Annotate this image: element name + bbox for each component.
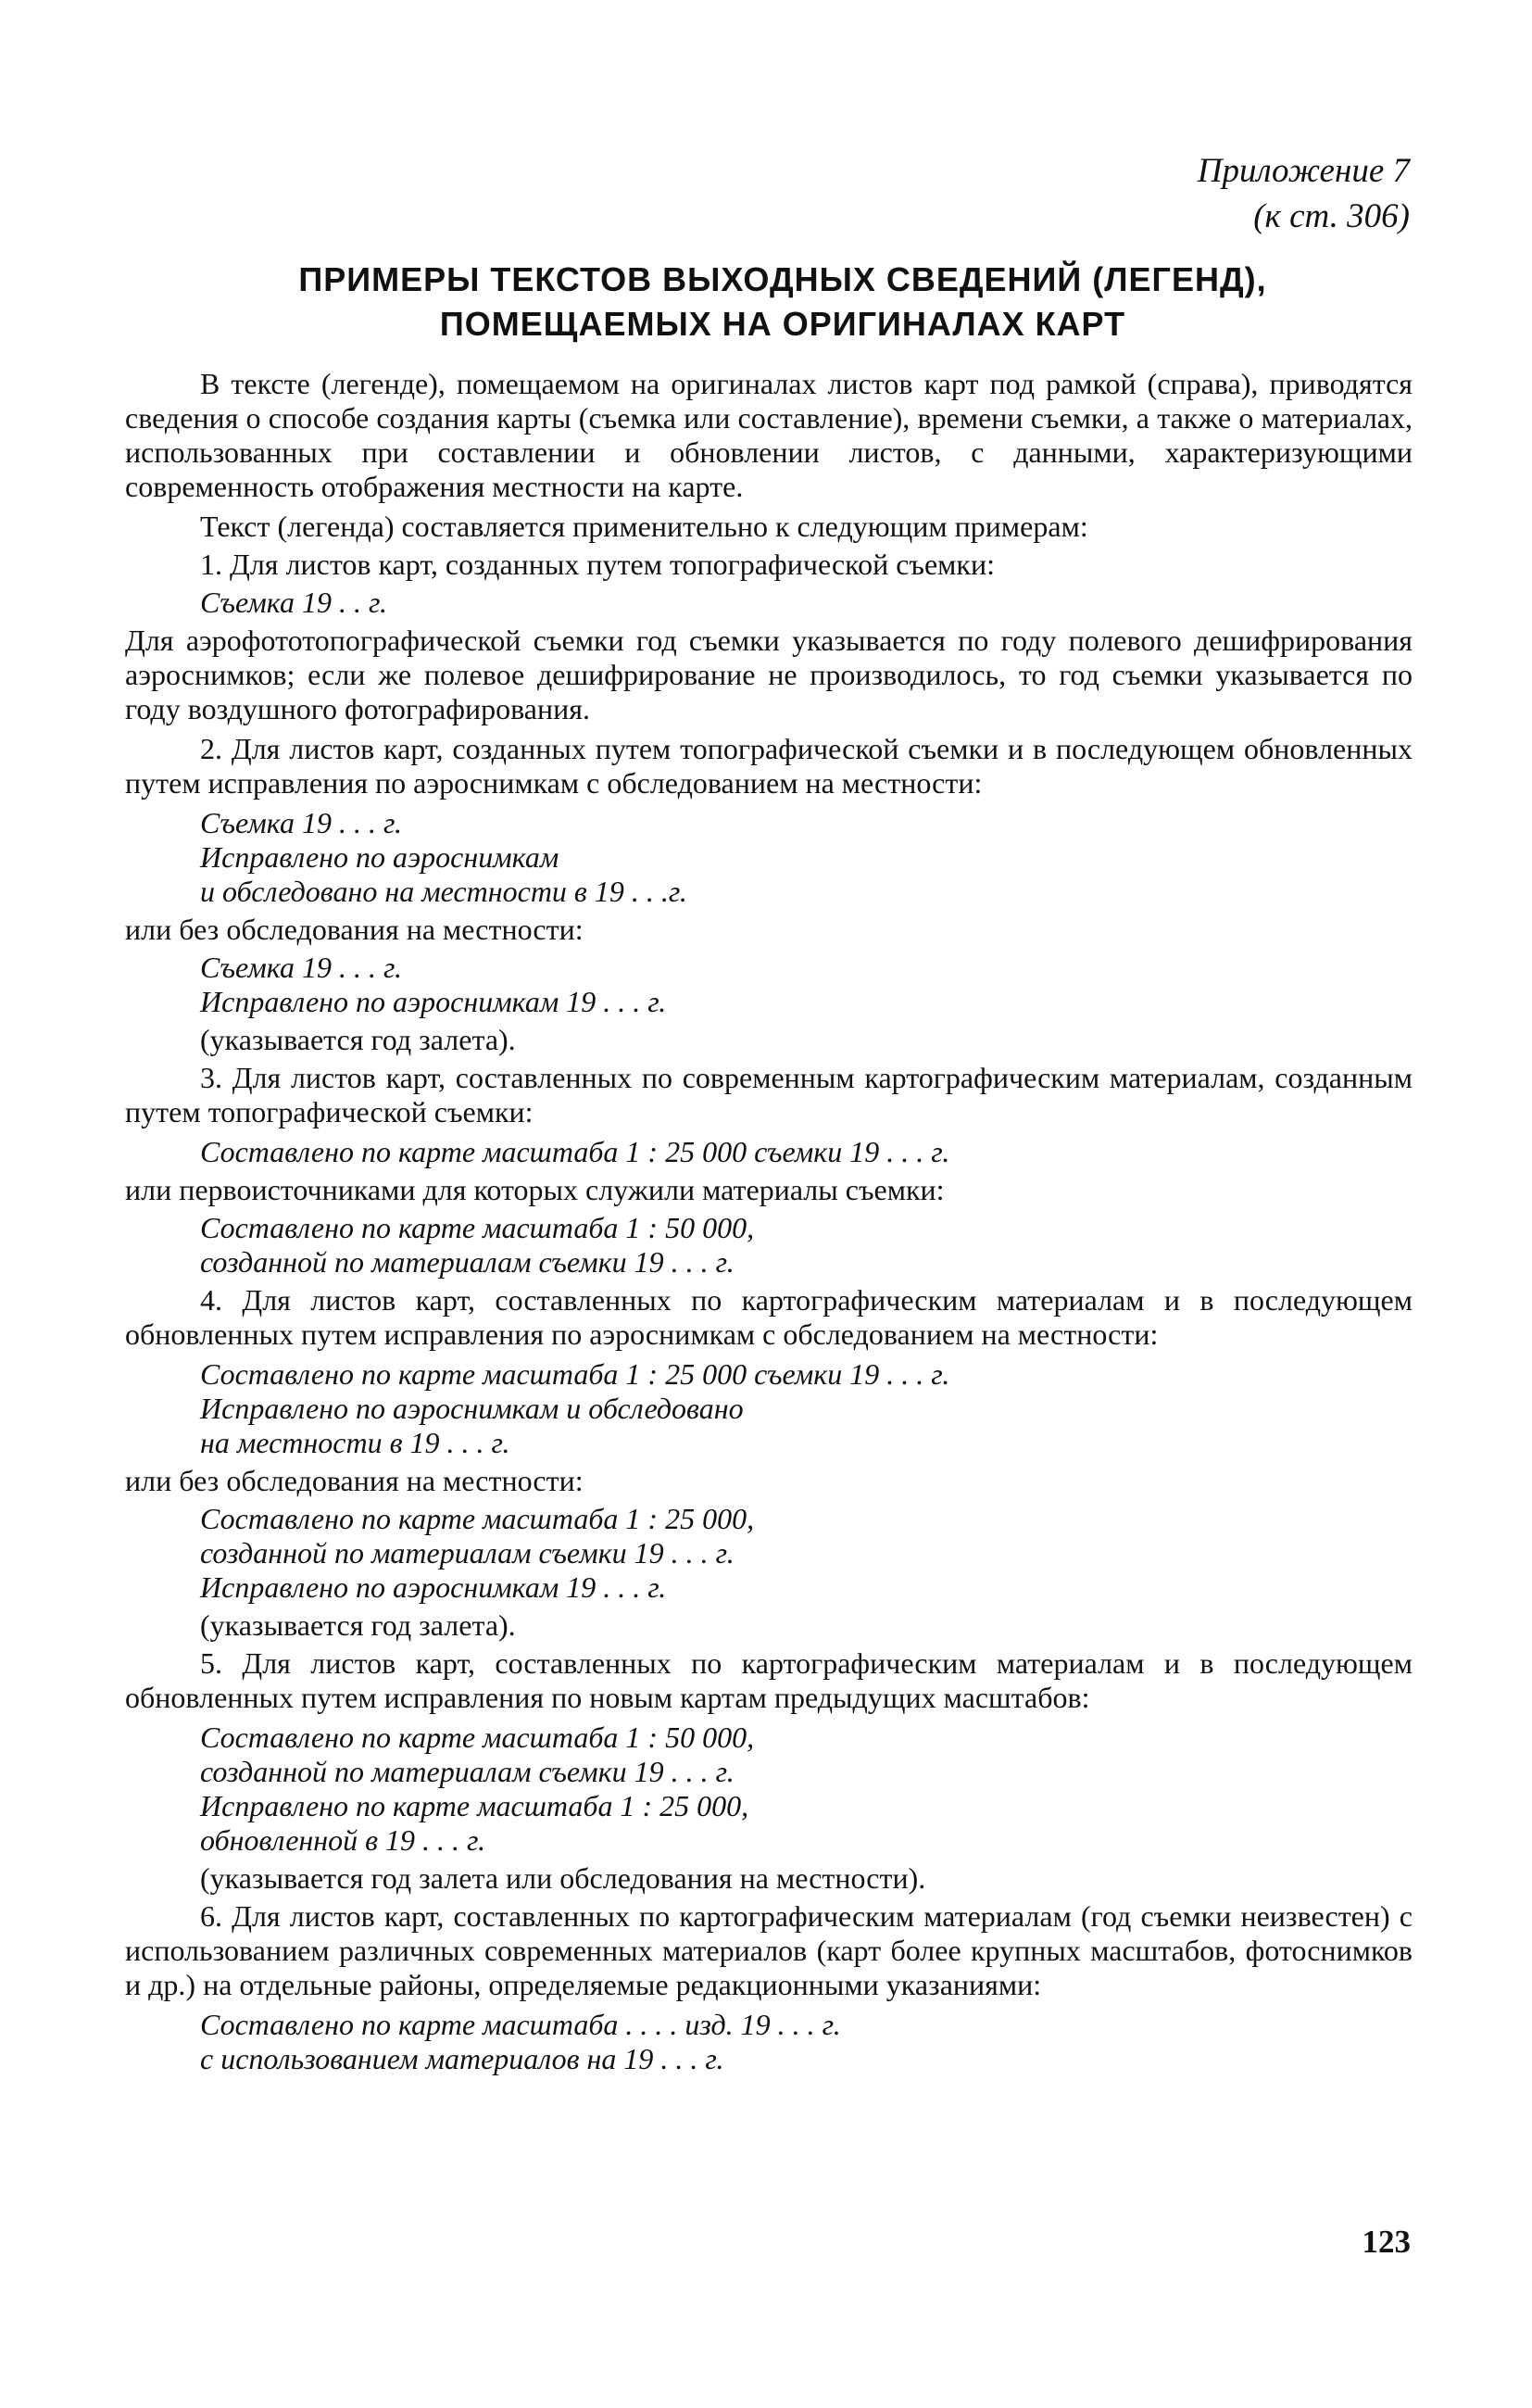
- example-line: созданной по материалам съемки 19 . . . г.: [200, 1536, 735, 1570]
- section-5-note: (указывается год залета или обследования на местности).: [200, 1861, 926, 1895]
- example-line: Составлено по карте масштаба 1 : 50 000,: [200, 1211, 755, 1244]
- section-4-example-2: [200, 1502, 1413, 1605]
- example-line: Съемка 19 . . . г.: [200, 951, 403, 984]
- section-1-example: Съемка 19 . . г.: [200, 586, 388, 619]
- section-6-example: [200, 2008, 1413, 2076]
- section-2-note: (указывается год залета).: [200, 1023, 516, 1056]
- title-line-1: ПРИМЕРЫ ТЕКСТОВ ВЫХОДНЫХ СВЕДЕНИЙ (ЛЕГЕНД),: [298, 260, 1267, 298]
- section-1-note: Для аэрофототопографической съемки год съемки указывается по году полевого дешифрирования аэроснимков; если же полевое дешифрирование не производилось, то год съемки указывается по году воздушного фотографирования.: [125, 624, 1413, 725]
- example-line: Исправлено по аэроснимкам: [200, 840, 559, 874]
- section-2-alternative: или без обследования на местности:: [125, 913, 584, 946]
- example-line: Составлено по карте масштаба 1 : 25 000,: [200, 1502, 755, 1535]
- section-4-heading: 4. Для листов карт, составленных по картографическим материалам и в последующем обновленных путем исправления по аэроснимкам с обследованием на местности:: [125, 1283, 1413, 1351]
- section-3-heading: 3. Для листов карт, составленных по современным картографическим материалам, созданным путем топографической съемки:: [125, 1061, 1413, 1128]
- appendix-label: Приложение 7: [1197, 152, 1410, 190]
- example-line: созданной по материалам съемки 19 . . . г.: [200, 1755, 735, 1788]
- lead-paragraph: Текст (легенда) составляется применительно к следующим примерам:: [200, 510, 1088, 543]
- section-1-heading: 1. Для листов карт, созданных путем топографической съемки:: [200, 548, 995, 581]
- section-5-heading: 5. Для листов карт, составленных по картографическим материалам и в последующем обновленных путем исправления по новым картам предыдущих масштабов:: [125, 1646, 1413, 1714]
- example-line: Исправлено по аэроснимкам 19 . . . г.: [200, 1570, 667, 1604]
- page-title: [148, 258, 1417, 347]
- section-2-example-2: [200, 951, 1413, 1019]
- example-line: Составлено по карте масштаба 1 : 50 000,: [200, 1721, 755, 1754]
- section-3-example-1: Составлено по карте масштаба 1 : 25 000 съемки 19 . . . г.: [200, 1135, 950, 1168]
- example-line: Исправлено по аэроснимкам и обследовано: [200, 1392, 744, 1425]
- section-2-heading: 2. Для листов карт, созданных путем топографической съемки и в последующем обновленных путем исправления по аэроснимкам с обследованием на местности:: [125, 732, 1413, 800]
- example-line: Составлено по карте масштаба 1 : 25 000 съемки 19 . . . г.: [200, 1357, 950, 1391]
- title-line-2: ПОМЕЩАЕМЫХ НА ОРИГИНАЛАХ КАРТ: [439, 305, 1126, 343]
- intro-paragraph: В тексте (легенде), помещаемом на оригиналах листов карт под рамкой (справа), приводятся сведения о способе создания карты (съемка или составление), времени съемки, а также о материалах, использованных при составлении и обновлении листов, с данными, характеризующими современность отображения местности на карте.: [125, 367, 1413, 503]
- section-5-example: [200, 1721, 1413, 1858]
- section-4-note: (указывается год залета).: [200, 1608, 516, 1642]
- example-line: Съемка 19 . . . г.: [200, 806, 403, 839]
- example-line: на местности в 19 . . . г.: [200, 1426, 510, 1459]
- section-3-alternative: или первоисточниками для которых служили материалы съемки:: [125, 1173, 945, 1206]
- page-number: 123: [1362, 2224, 1411, 2260]
- section-4-alternative: или без обследования на местности:: [125, 1464, 584, 1497]
- example-line: созданной по материалам съемки 19 . . . г.: [200, 1245, 735, 1279]
- example-line: Исправлено по карте масштаба 1 : 25 000,: [200, 1789, 749, 1822]
- example-line: Составлено по карте масштаба . . . . изд. 19 . . . г.: [200, 2008, 841, 2041]
- example-line: Исправлено по аэроснимкам 19 . . . г.: [200, 985, 667, 1018]
- document-body: [125, 367, 1413, 2080]
- section-2-example-1: [200, 806, 1413, 909]
- example-line: с использованием материалов на 19 . . . г.: [200, 2042, 724, 2075]
- appendix-article-ref: (к ст. 306): [1253, 197, 1410, 235]
- section-4-example-1: [200, 1357, 1413, 1460]
- appendix-reference: [1198, 148, 1410, 239]
- example-line: и обследовано на местности в 19 . . .г.: [200, 875, 687, 908]
- section-3-example-2: [200, 1211, 1413, 1280]
- example-line: обновленной в 19 . . . г.: [200, 1823, 486, 1857]
- section-6-heading: 6. Для листов карт, составленных по картографическим материалам (год съемки неизвестен) с использованием различных современных материалов (карт более крупных масштабов, фотоснимков и др.) на отдельные районы, определяемые редакционными указаниями:: [125, 1899, 1413, 2001]
